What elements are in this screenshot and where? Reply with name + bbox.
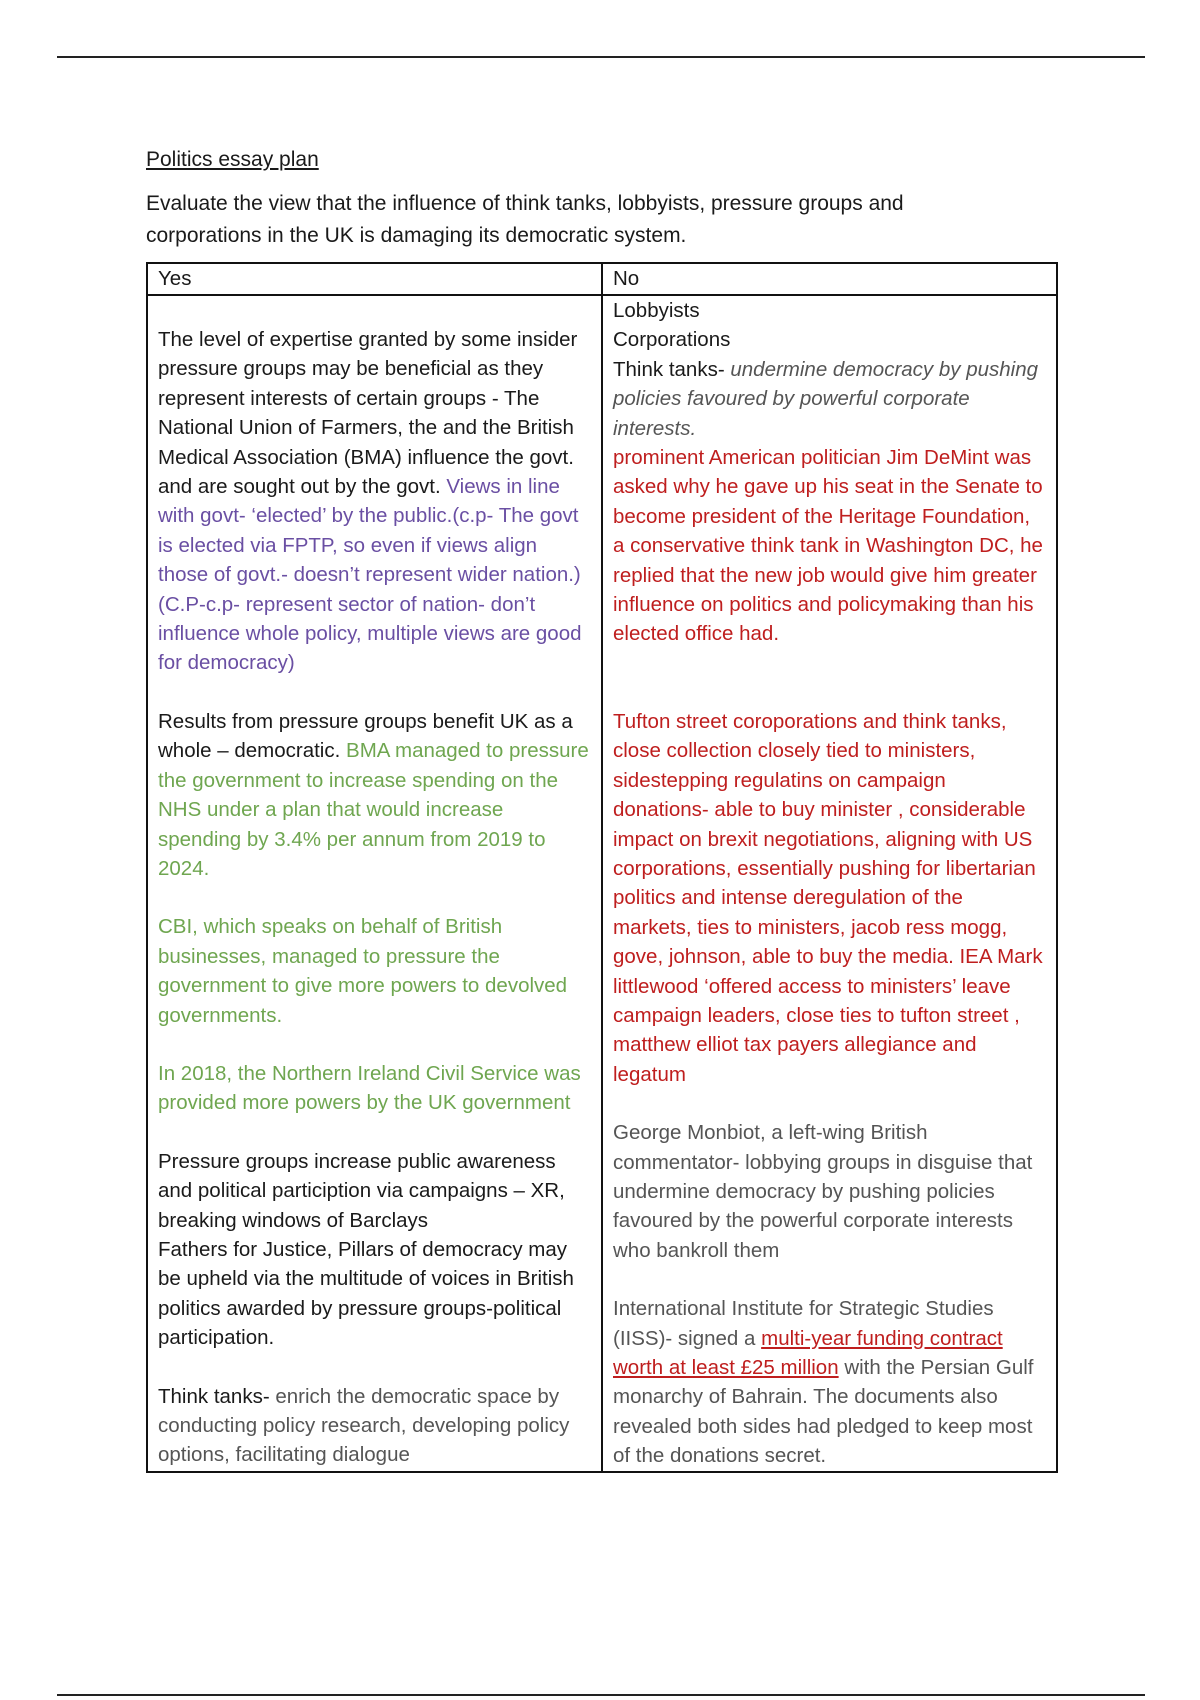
iiss-pre-text: International Institute for Strategic Studies (IISS)- signed a [613, 1297, 994, 1350]
results-point [158, 707, 591, 883]
header-rule [57, 56, 1145, 58]
think-tanks-no-text: undermine democracy by pushing policies favoured by powerful corporate interests. [613, 357, 1039, 440]
ni-civil-service-example: In 2018, the Northern Ireland Civil Service was provided more powers by the UK government [158, 1061, 581, 1115]
essay-plan-table [146, 262, 1058, 1473]
demint-example: prominent American politician Jim DeMint was asked why he gave up his seat in the Senate to become president of the Heritage Foundation, a conservative think tank in Washington DC, he replied that the new job would give him greater influence on politics and policymaking than his elected office had. [613, 446, 1043, 646]
lobbyists-heading: Lobbyists [613, 299, 700, 322]
spacer [158, 296, 591, 325]
participation-point-cont: Fathers for Justice, Pillars of democracy may be upheld via the multitude of voices in British politics awarded by pressure groups-political participation. [158, 1237, 574, 1350]
footer-rule [57, 1694, 1145, 1696]
spacer [158, 883, 591, 912]
insider-groups-text: The level of expertise granted by some insider pressure groups may be beneficial as they represent interests of certain groups - The National Union of Farmers, the and the British Medical Association (BMA) influence the govt. and are sought out by the govt. [158, 328, 578, 499]
think-tanks-yes-point [158, 1382, 591, 1470]
spacer [613, 1265, 1046, 1294]
spacer [613, 649, 1046, 678]
spacer [613, 1089, 1046, 1118]
results-text: Results from pressure groups benefit UK as a whole – democratic. [158, 709, 573, 763]
table-header-row [147, 263, 1057, 295]
yes-column [147, 295, 602, 1472]
document-title: Politics essay plan [146, 148, 319, 171]
tufton-street-example: Tufton street coroporations and think tanks, close collection closely tied to ministers, sidestepping regulatins on campaign donations- able to buy minister , considerable impact on brexit negotiations, aligning with US corporations, essentially pushing for libertarian politics and intense deregulation of the markets, ties to ministers, jacob ress mogg, gove, johnson, able to buy the media. IEA Mark littlewood ‘offered access to ministers’ leave campaign leaders, close ties to tufton street , matthew elliot tax payers allegiance and legatum [613, 709, 1043, 1086]
essay-question: Evaluate the view that the influence of think tanks, lobbyists, pressure groups and corporations in the UK is damaging its democratic system. [146, 192, 904, 247]
spacer [158, 1353, 591, 1382]
table-body-row [147, 295, 1057, 1472]
yes-column-header: Yes [147, 263, 602, 295]
participation-point: Pressure groups increase public awareness and political particiption via campaigns – XR, breaking windows of Barclays [158, 1149, 565, 1232]
no-column-header: No [602, 263, 1057, 295]
think-tanks-no-point [613, 355, 1046, 443]
spacer [158, 678, 591, 707]
cbi-example: CBI, which speaks on behalf of British businesses, managed to pressure the government to give more powers to devolved governments. [158, 915, 568, 1027]
corporations-heading: Corporations [613, 328, 731, 352]
bma-example-text: BMA managed to pressure the government to increase spending on the NHS under a plan that would increase spending by 3.4% per annum from 2019 to 2024. [158, 739, 589, 880]
insider-groups-point [158, 325, 591, 678]
spacer [158, 1118, 591, 1147]
spacer [158, 1030, 591, 1059]
spacer [613, 678, 1046, 707]
think-tanks-no-label: Think tanks- [613, 357, 731, 381]
counterpoint-elected-text: Views in line with govt- ‘elected’ by the public.(c.p- The govt is elected via FPTP, so even if views align those of govt.- doesn’t represent wider nation.)(C.P-c.p- represent sector of nation- don’t influence whole policy, multiple views are good for democracy) [158, 475, 582, 675]
iiss-funding-link[interactable]: multi-year funding contract worth at least £25 million [613, 1326, 1003, 1379]
monbiot-quote: George Monbiot, a left-wing British commentator- lobbying groups in disguise that undermine democracy by pushing policies favoured by the powerful corporate interests who bankroll them [613, 1121, 1033, 1262]
iiss-example [613, 1294, 1046, 1470]
think-tanks-yes-text: enrich the democratic space by conducting policy research, developing policy options, facilitating dialogue [158, 1384, 570, 1467]
essay-plan-page [146, 146, 1056, 1473]
iiss-post-text: with the Persian Gulf monarchy of Bahrain. The documents also revealed both sides had pledged to keep most of the donations secret. [613, 1356, 1034, 1468]
no-column [602, 295, 1057, 1472]
think-tanks-yes-label: Think tanks- [158, 1384, 276, 1408]
